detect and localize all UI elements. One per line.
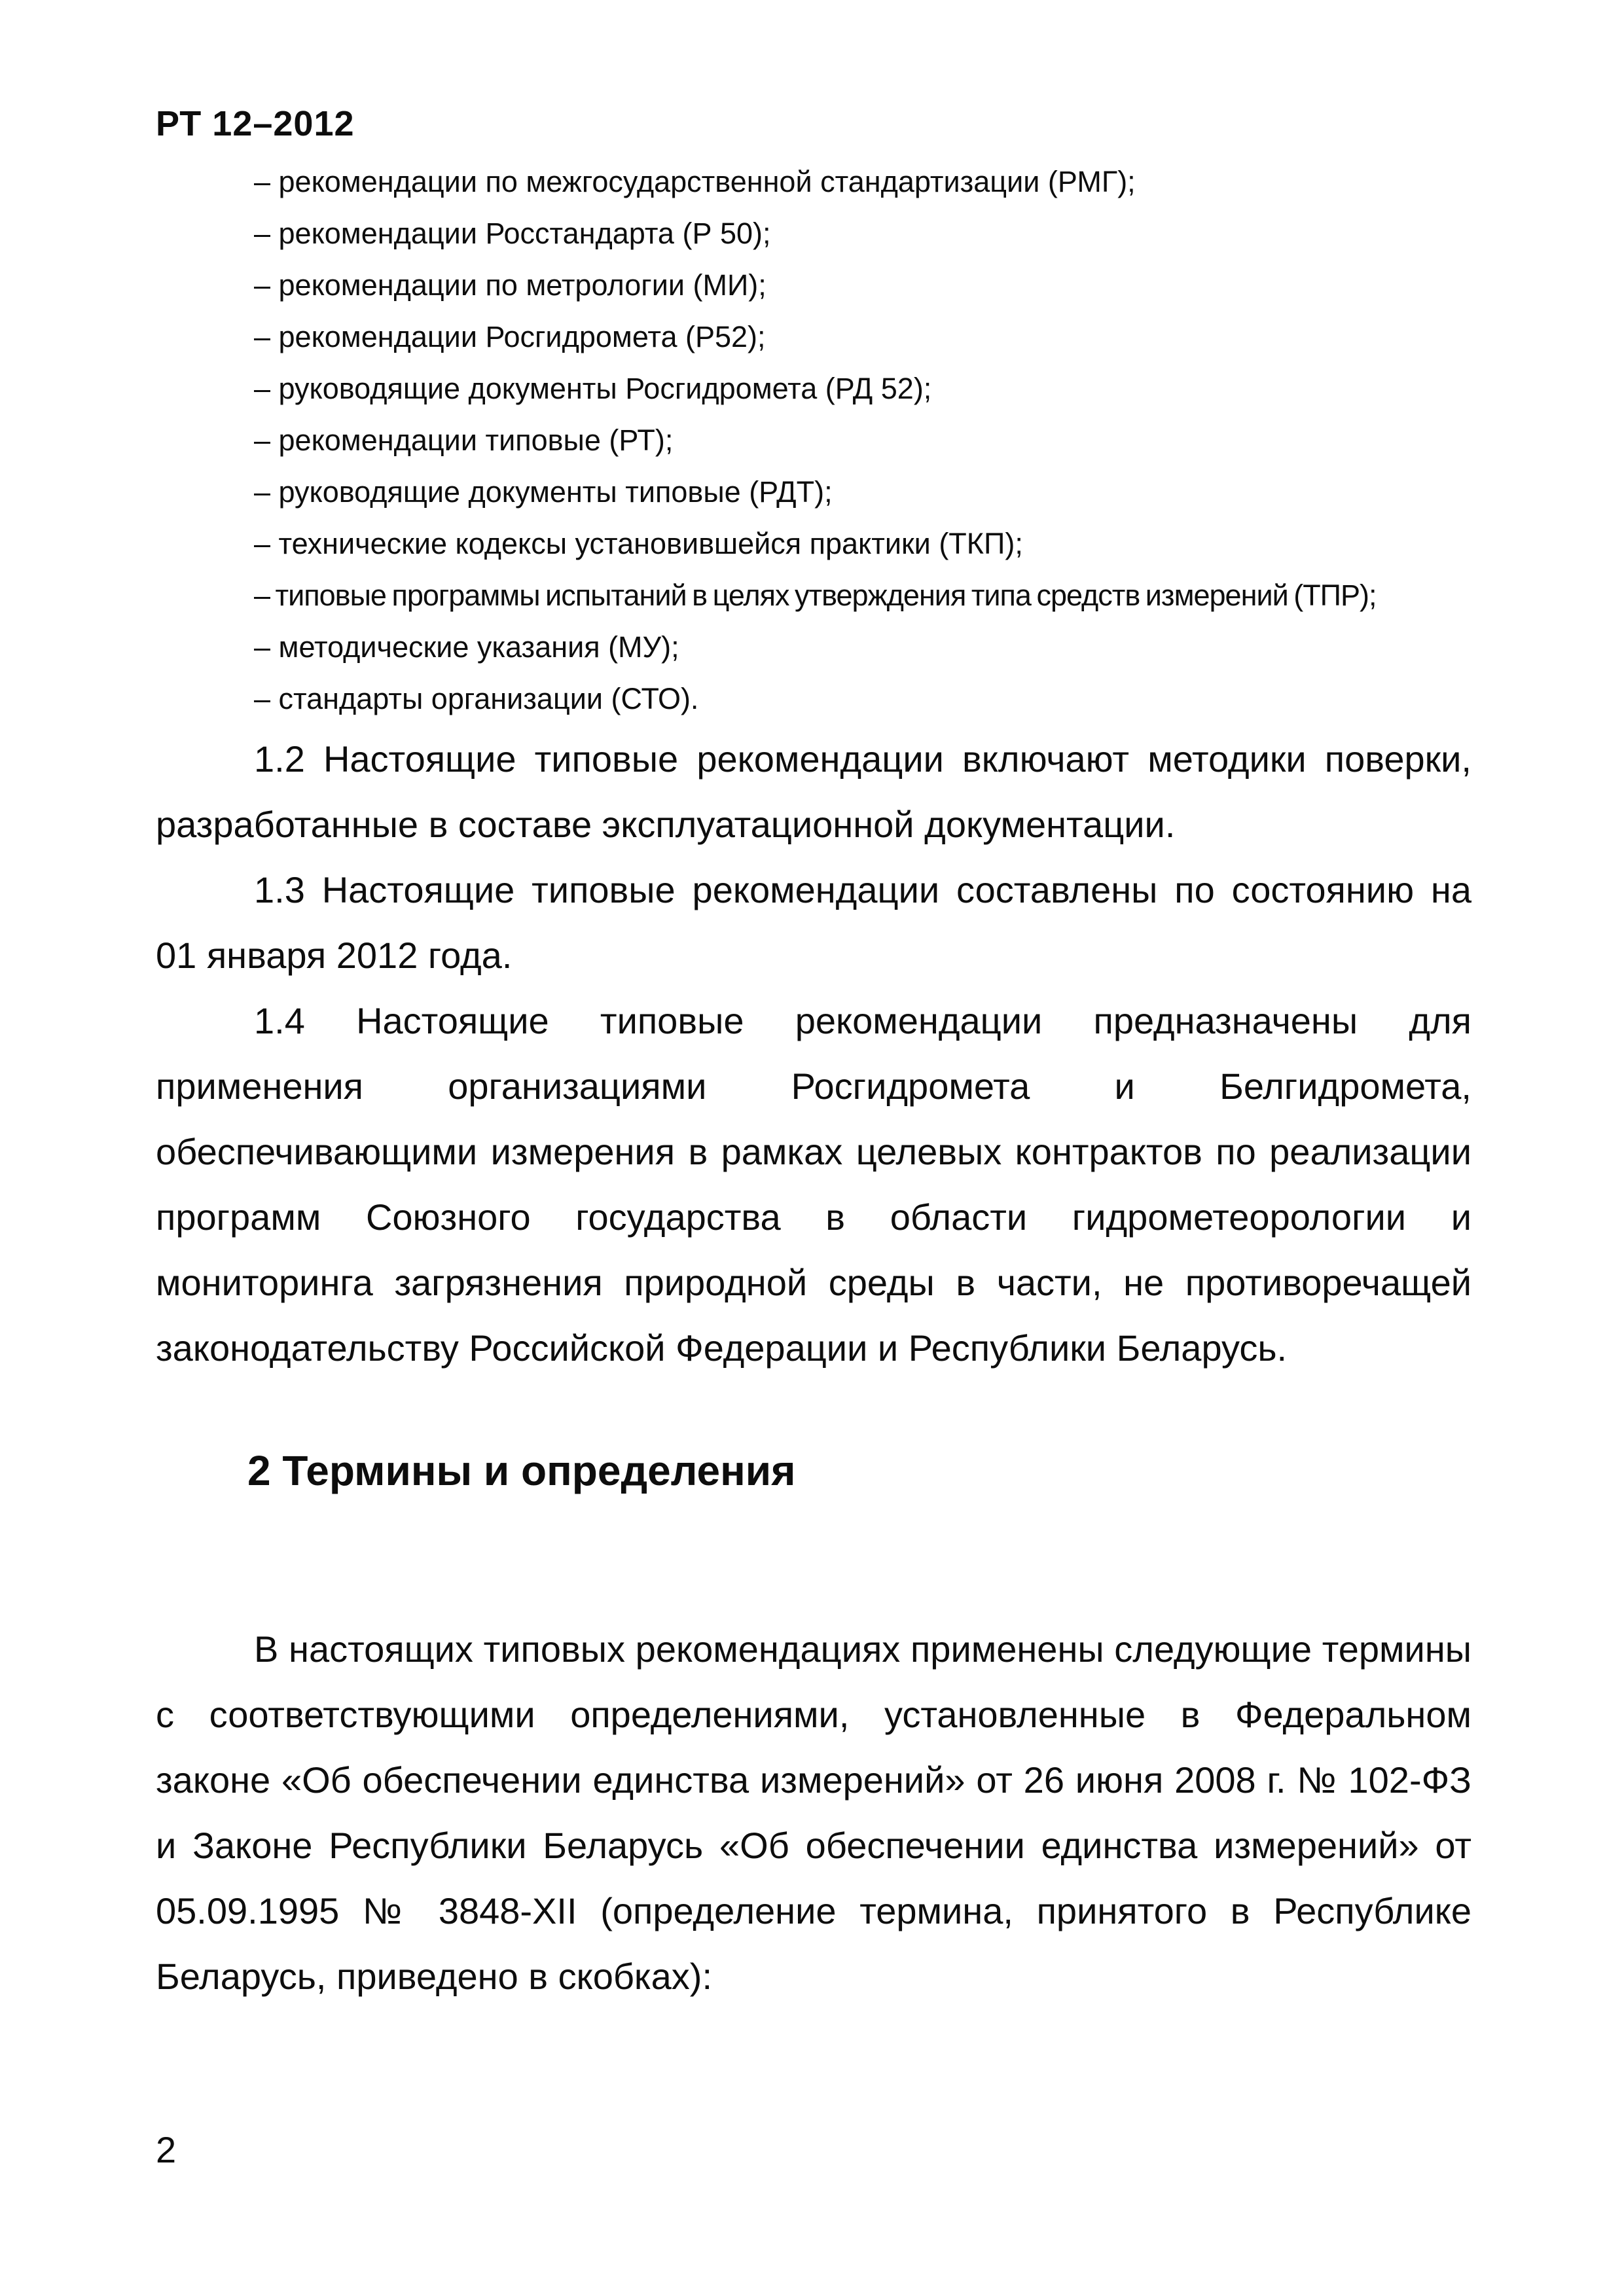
paragraph-1-4: 1.4 Настоящие типовые рекомендации предназначены для применения организациями Росгидромета и Белгидромета, обеспечивающими измерения в рамках целевых контрактов по реализации программ Союзного государства в области гидрометеорологии и мониторинга загрязнения природной среды в части, не противоречащей законодательству Российской Федерации и Республики Беларусь. — [156, 1000, 1471, 1369]
page-number: 2 — [156, 2129, 177, 2170]
list-item: – рекомендации по межгосударственной стандартизации (РМГ); — [254, 165, 1136, 198]
section-2-intro: В настоящих типовых рекомендациях применены следующие термины с соответствующими определениями, установленные в Федеральном законе «Об обеспечении единства измерений» от 26 июня 2008 г. № 102-ФЗ и Законе Республики Беларусь «Об обеспечении единства измерений» от 05.09.1995 № 3848-XII (определение термина, принятого в Республике Беларусь, приведено в скобках): — [156, 1628, 1471, 1997]
list-item: – типовые программы испытаний в целях утверждения типа средств измерений (ТПР); — [254, 579, 1377, 612]
list-item: – рекомендации типовые (РТ); — [254, 423, 674, 457]
section-heading: 2 Термины и определения — [247, 1447, 796, 1494]
paragraph-1-3: 1.3 Настоящие типовые рекомендации составлены по состоянию на 01 января 2012 года. — [156, 869, 1471, 976]
list-item: – стандарты организации (СТО). — [254, 682, 699, 715]
paragraph-1-2: 1.2 Настоящие типовые рекомендации включают методики поверки, разработанные в составе эксплуатационной документации. — [156, 738, 1471, 845]
list-item: – рекомендации Росгидромета (Р52); — [254, 320, 766, 353]
document-code: РТ 12–2012 — [156, 104, 355, 143]
list-item: – рекомендации по метрологии (МИ); — [254, 268, 767, 302]
list-item: – технические кодексы установившейся практики (ТКП); — [254, 527, 1023, 560]
document-types-list — [254, 156, 1465, 725]
list-item: – рекомендации Росстандарта (Р 50); — [254, 217, 771, 250]
list-item: – руководящие документы типовые (РДТ); — [254, 475, 833, 509]
list-item: – методические указания (МУ); — [254, 630, 679, 664]
list-item: – руководящие документы Росгидромета (РД 52); — [254, 372, 932, 405]
